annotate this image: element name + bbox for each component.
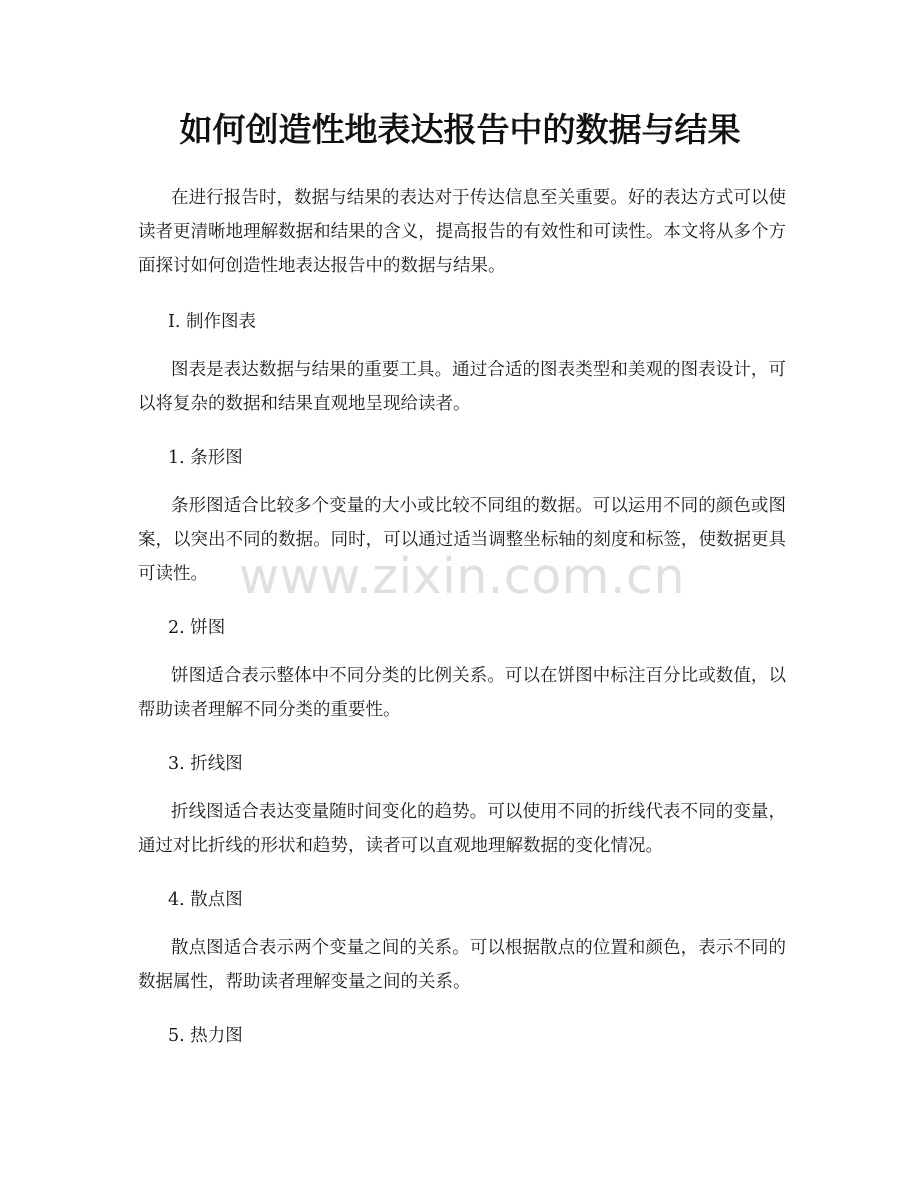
item-paragraph-line-chart: 折线图适合表达变量随时间变化的趋势。可以使用不同的折线代表不同的变量，通过对比折线的形状和趋势，读者可以直观地理解数据的变化情况。 [138,802,786,856]
document-title: 如何创造性地表达报告中的数据与结果 [179,110,741,149]
intro-paragraph: 在进行报告时，数据与结果的表达对于传达信息至关重要。好的表达方式可以使读者更清晰地理解数据和结果的含义，提高报告的有效性和可读性。本文将从多个方面探讨如何创造性地表达报告中的数据与结果。 [138,188,786,276]
section-paragraph-charts: 图表是表达数据与结果的重要工具。通过合适的图表类型和美观的图表设计，可以将复杂的数据和结果直观地呈现给读者。 [138,360,786,414]
item-paragraph-bar-chart: 条形图适合比较多个变量的大小或比较不同组的数据。可以运用不同的颜色或图案，以突出不同的数据。同时，可以通过适当调整坐标轴的刻度和标签，使数据更具可读性。 [138,496,786,584]
item-paragraph-scatter-plot: 散点图适合表示两个变量之间的关系。可以根据散点的位置和颜色，表示不同的数据属性，帮助读者理解变量之间的关系。 [138,938,786,992]
item-heading-heatmap: 5. 热力图 [168,1026,243,1046]
item-heading-scatter-plot: 4. 散点图 [168,890,243,910]
watermark-text: www.zixin.com.cn [238,548,686,605]
item-heading-pie-chart: 2. 饼图 [168,618,226,638]
item-heading-bar-chart: 1. 条形图 [168,448,243,468]
section-heading-charts: I. 制作图表 [168,312,257,332]
item-heading-line-chart: 3. 折线图 [168,754,243,774]
item-paragraph-pie-chart: 饼图适合表示整体中不同分类的比例关系。可以在饼图中标注百分比或数值，以帮助读者理解不同分类的重要性。 [138,666,786,720]
